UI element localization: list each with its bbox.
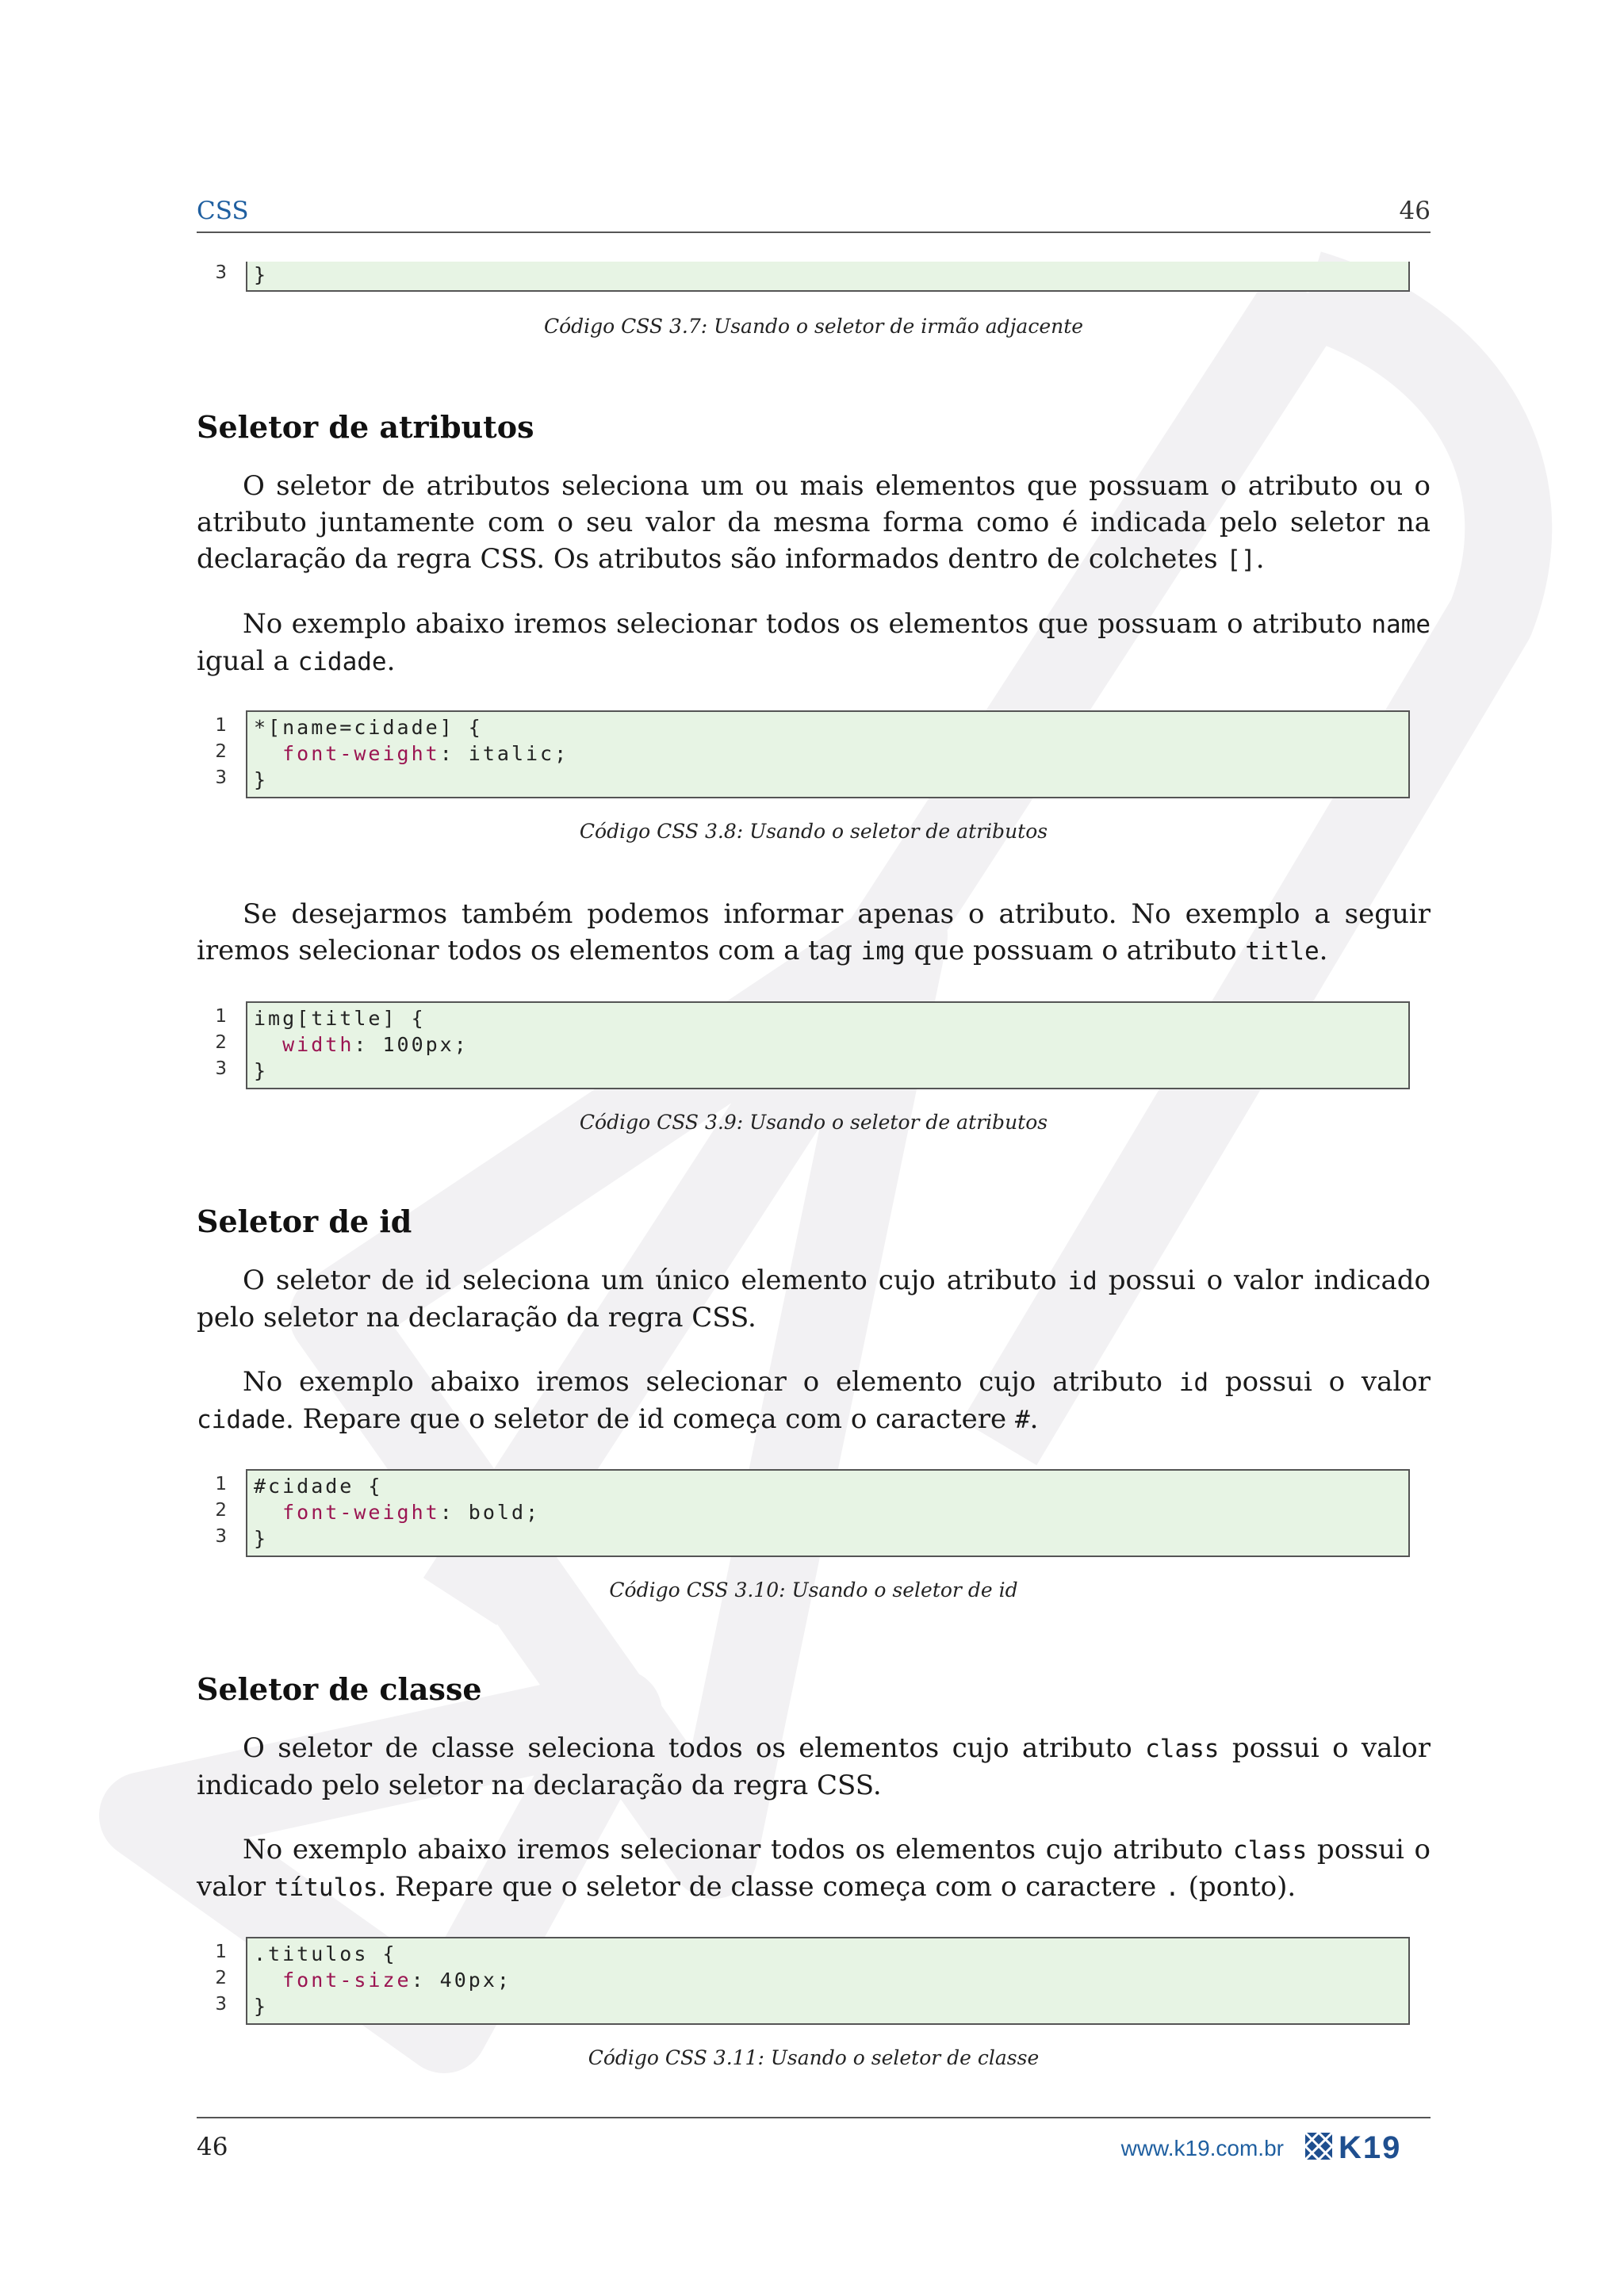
code-line: }	[254, 1995, 269, 2018]
code-line: *[name=cidade] {	[254, 716, 483, 739]
header-page-number: 46	[1399, 197, 1431, 225]
caption-3-9: Código CSS 3.9: Usando o seletor de atributos	[579, 1111, 1048, 1134]
paragraph-id-example: No exemplo abaixo iremos selecionar o elemento cujo atributo id possui o valor cidade. Repare que o seletor de id começa com o caractere #.	[197, 1366, 1431, 1435]
page-header	[197, 197, 1431, 233]
line-number: 3	[215, 1994, 227, 2015]
paragraph-atributos-intro: O seletor de atributos seleciona um ou mais elementos que possuam o atributo ou o atributo juntamente com o seu valor da mesma forma como é indicada pelo seletor na declaração da regra CSS. Os atributos são informados dentro de colchetes [].	[197, 470, 1431, 575]
caption-3-11: Código CSS 3.11: Usando o seletor de classe	[588, 2046, 1040, 2069]
page-footer	[197, 2117, 1431, 2182]
inline-code: .	[1165, 1873, 1180, 1902]
caption-3-10: Código CSS 3.10: Usando o seletor de id	[609, 1578, 1018, 1601]
line-number: 3	[215, 767, 227, 788]
paragraph-atributos-example: No exemplo abaixo iremos selecionar todos os elementos que possuam o atributo name igual a cidade.	[197, 608, 1431, 677]
code-line: font-size: 40px;	[282, 1969, 511, 1992]
line-number: 2	[215, 741, 227, 762]
inline-code: []	[1226, 545, 1256, 574]
caption-3-7: Código CSS 3.7: Usando o seletor de irmão adjacente	[543, 315, 1084, 338]
code-line: }	[254, 1059, 269, 1082]
inline-code: #	[1014, 1406, 1030, 1434]
paragraph-classe-intro: O seletor de classe seleciona todos os elementos cujo atributo class possui o valor indicado pelo seletor na declaração da regra CSS.	[197, 1732, 1431, 1801]
chapter-title: CSS	[197, 197, 249, 225]
line-number: 3	[215, 1058, 227, 1079]
code-block-3-7	[246, 262, 1410, 292]
css-property: font-weight	[282, 742, 440, 765]
code-block-3-9	[246, 1001, 1410, 1089]
css-property: font-size	[282, 1969, 412, 1992]
k19-logo-icon	[1304, 2128, 1431, 2164]
code-line: img[title] {	[254, 1007, 426, 1030]
code-line: font-weight: italic;	[282, 742, 569, 765]
site-link[interactable]: www.k19.com.br	[1120, 2136, 1284, 2160]
inline-code: cidade	[197, 1406, 285, 1434]
code-block-3-8	[246, 710, 1410, 798]
paragraph-id-intro: O seletor de id seleciona um único elemento cujo atributo id possui o valor indicado pelo seletor na declaração da regra CSS.	[197, 1265, 1431, 1334]
inline-code: title	[1245, 937, 1320, 966]
code-line: }	[254, 263, 269, 286]
code-line: }	[254, 768, 269, 791]
inline-code: id	[1178, 1368, 1209, 1397]
inline-code: img	[860, 937, 906, 966]
line-number: 3	[215, 262, 227, 283]
line-number: 2	[215, 1968, 227, 1988]
code-line: font-weight: bold;	[282, 1501, 541, 1524]
footer-page-number: 46	[197, 2133, 228, 2161]
line-number: 3	[215, 1526, 227, 1547]
line-number: 1	[215, 1474, 227, 1494]
css-property: font-weight	[282, 1501, 440, 1524]
svg-text:K19: K19	[1339, 2130, 1402, 2164]
inline-code: class	[1145, 1735, 1220, 1763]
code-line: .titulos {	[254, 1942, 397, 1965]
code-block-3-11	[246, 1937, 1410, 2025]
inline-code: id	[1067, 1267, 1097, 1295]
inline-code: class	[1232, 1836, 1308, 1865]
code-line: #cidade {	[254, 1475, 383, 1498]
paragraph-atributos-only: Se desejarmos também podemos informar apenas o atributo. No exemplo a seguir iremos selecionar todos os elementos com a tag img que possuam o atributo title.	[197, 898, 1431, 966]
inline-code: name	[1371, 610, 1431, 639]
inline-code: cidade	[297, 648, 387, 676]
section-heading-id: Seletor de id	[197, 1203, 412, 1239]
line-number: 1	[215, 1942, 227, 1962]
inline-code: títulos	[274, 1873, 378, 1902]
section-heading-atributos: Seletor de atributos	[197, 409, 534, 445]
code-block-3-10	[246, 1469, 1410, 1557]
code-line: }	[254, 1527, 269, 1550]
caption-3-8: Código CSS 3.8: Usando o seletor de atributos	[579, 820, 1048, 843]
line-number: 2	[215, 1500, 227, 1521]
line-number: 1	[215, 1006, 227, 1027]
paragraph-classe-example: No exemplo abaixo iremos selecionar todos os elementos cujo atributo class possui o valor títulos. Repare que o seletor de classe começa com o caractere . (ponto).	[197, 1834, 1431, 1903]
section-heading-classe: Seletor de classe	[197, 1671, 482, 1707]
code-line: width: 100px;	[282, 1033, 469, 1056]
css-property: width	[282, 1033, 354, 1056]
line-number: 2	[215, 1032, 227, 1053]
line-number: 1	[215, 715, 227, 736]
